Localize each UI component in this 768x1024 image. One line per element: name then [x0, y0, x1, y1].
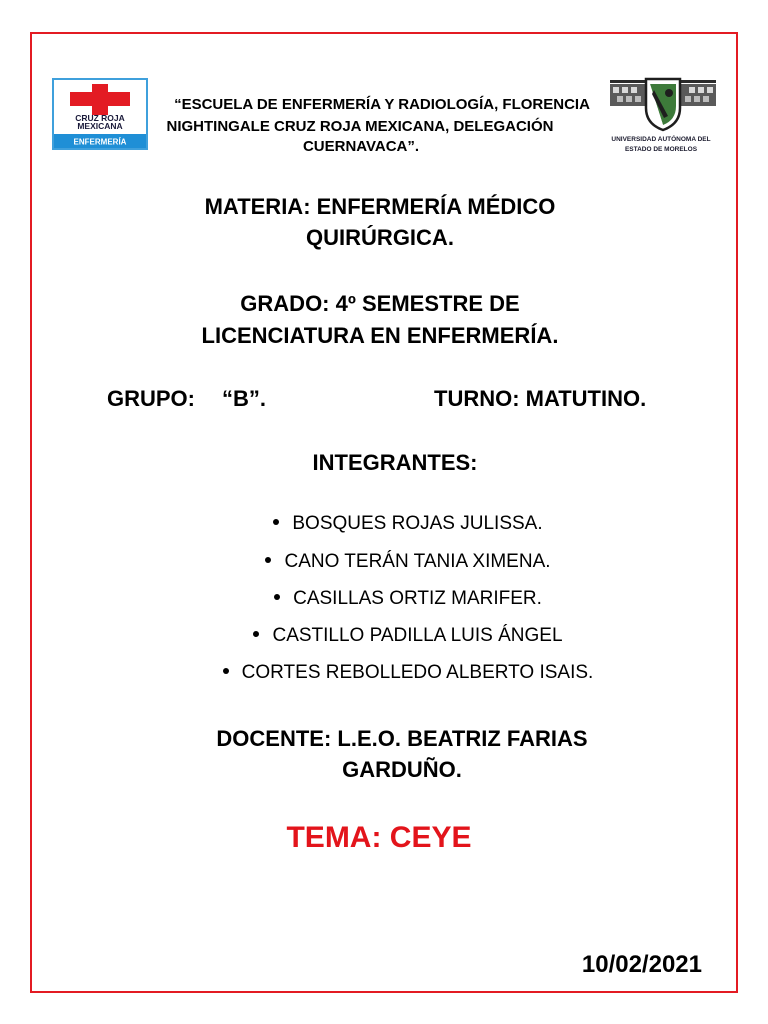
member-name: CORTES REBOLLEDO ALBERTO ISAIS. [241, 662, 594, 683]
date: 10/02/2021 [581, 951, 702, 978]
uaem-name-line-2: ESTADO DE MORELOS [624, 146, 698, 153]
docente-line-1: DOCENTE: L.E.O. BEATRIZ FARIAS [216, 726, 588, 751]
bullet-icon [273, 519, 279, 525]
list-item [158, 550, 658, 574]
grado-line-1: GRADO: 4º SEMESTRE DE [240, 291, 520, 316]
integrantes-title: INTEGRANTES: [312, 450, 478, 475]
member-name: CANO TERÁN TANIA XIMENA. [284, 551, 551, 572]
institution-line-3: CUERNAVACA”. [302, 138, 420, 155]
list-item [158, 512, 658, 536]
list-item [158, 661, 658, 685]
materia-line-2: QUIRÚRGICA. [306, 225, 454, 250]
bullet-icon [253, 631, 259, 637]
member-name: BOSQUES ROJAS JULISSA. [292, 513, 543, 534]
member-name: CASTILLO PADILLA LUIS ÁNGEL [272, 625, 563, 646]
bullet-icon [274, 594, 280, 600]
tema-title: TEMA: CEYE [286, 821, 472, 854]
grupo-value: “B”. [222, 386, 266, 411]
bullet-icon [265, 557, 271, 563]
logo-banner-text: ENFERMERÍA [73, 137, 127, 147]
bullet-icon [223, 668, 229, 674]
uaem-name-line-1: UNIVERSIDAD AUTÓNOMA DEL [611, 136, 711, 143]
list-item [158, 624, 658, 648]
institution-line-1: “ESCUELA DE ENFERMERÍA Y RADIOLOGÍA, FLORENCIA [174, 96, 590, 113]
institution-line-2: NIGHTINGALE CRUZ ROJA MEXICANA, DELEGACIÓN [166, 118, 554, 135]
materia-line-1: MATERIA: ENFERMERÍA MÉDICO [204, 194, 556, 219]
logo-line-1: CRUZ ROJA [75, 113, 125, 123]
grupo-label: GRUPO: [107, 386, 195, 411]
list-item [158, 587, 658, 611]
logo-line-2: MEXICANA [77, 121, 123, 131]
grado-line-2: LICENCIATURA EN ENFERMERÍA. [201, 323, 559, 348]
docente-line-2: GARDUÑO. [342, 757, 462, 782]
turno: TURNO: MATUTINO. [434, 386, 647, 411]
member-name: CASILLAS ORTIZ MARIFER. [293, 588, 542, 609]
